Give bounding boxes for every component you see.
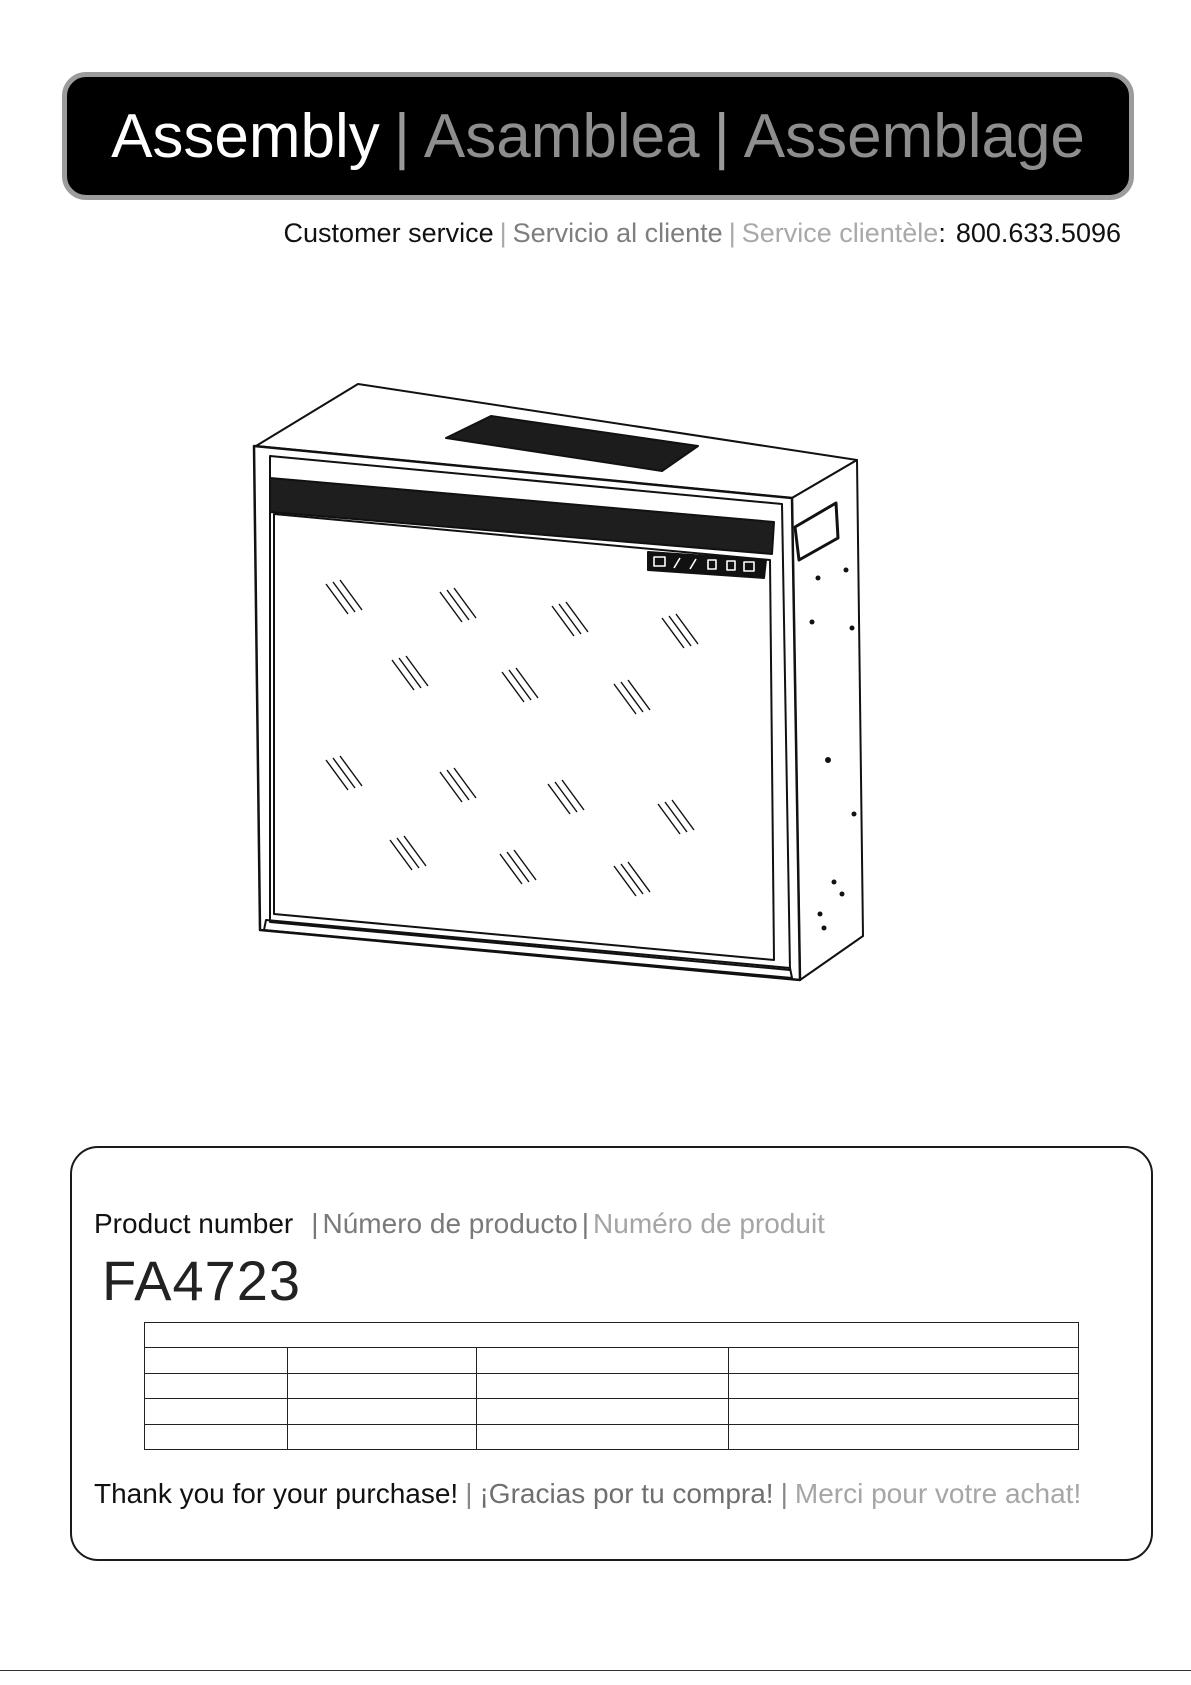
product-number-label [94,1208,825,1240]
cs-separator: | [728,218,736,248]
table-cell [477,1348,729,1373]
customer-service-line [284,218,1121,249]
product-number-label-fr: Numéro de produit [593,1208,825,1239]
customer-service-phone: 800.633.5096 [955,218,1121,248]
thanks-separator: | [465,1478,473,1509]
title-separator: | [713,101,730,171]
title-banner [62,72,1134,200]
table-cell [288,1348,477,1373]
product-number-value: FA4723 [102,1249,302,1312]
thank-you-line [94,1478,1081,1510]
table-cell [729,1373,1079,1398]
cs-separator: | [499,218,507,248]
table-cell [288,1399,477,1424]
side-panel [792,460,863,980]
thank-you-en: Thank you for your purchase! [94,1478,459,1509]
title-separator: | [393,101,410,171]
thank-you-es: ¡Gracias por tu compra! [479,1478,774,1509]
pn-separator: | [581,1208,590,1239]
title-spanish: Asamblea [423,101,700,171]
product-info-box [70,1146,1153,1561]
customer-service-label-en: Customer service [283,218,494,248]
product-number-label-es: Número de producto [322,1208,578,1239]
table-row [145,1424,1079,1449]
electric-fireplace-insert-drawing [230,370,910,1020]
table-cell [729,1348,1079,1373]
page-bottom-rule [0,1670,1191,1671]
table-cell [145,1399,288,1424]
table-cell [145,1323,1079,1348]
blank-record-table [144,1322,1079,1450]
table-row [145,1323,1079,1348]
table-cell [729,1399,1079,1424]
thanks-separator: | [780,1478,788,1509]
cs-colon: : [938,218,946,248]
customer-service-label-fr: Service clientèle [741,218,939,248]
table-cell [288,1373,477,1398]
table-cell [145,1373,288,1398]
table-cell [477,1373,729,1398]
thank-you-fr: Merci pour votre achat! [794,1478,1082,1509]
table-cell [477,1424,729,1449]
product-number-label-en: Product number [94,1208,294,1239]
table-cell [288,1424,477,1449]
table-cell [145,1348,288,1373]
table-cell [729,1424,1079,1449]
table-cell [145,1424,288,1449]
title-french: Assemblage [743,101,1085,171]
pn-separator: | [311,1208,319,1239]
table-row [145,1373,1079,1398]
customer-service-label-es: Servicio al cliente [512,218,723,248]
table-cell [477,1399,729,1424]
title-english: Assembly [111,101,380,171]
table-row [145,1399,1079,1424]
table-row [145,1348,1079,1373]
